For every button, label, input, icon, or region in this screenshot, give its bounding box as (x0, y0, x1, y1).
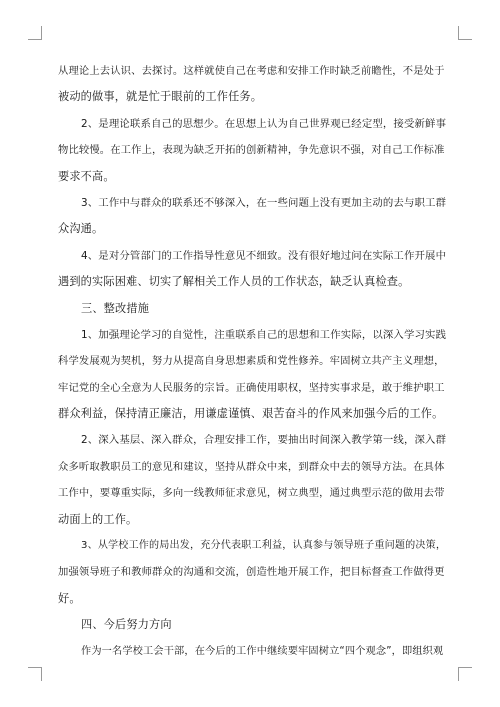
corner-mark-bottom-left (41, 667, 42, 681)
text-line: 群众利益，保持清正廉洁，用谦虚谨慎、艰苦奋斗的作风来加强今后的工作。 (58, 407, 444, 421)
corner-mark-top-right (458, 39, 472, 40)
text-line: 被动的做事，就是忙于眼前的工作任务。 (58, 90, 263, 104)
text-line: 四、今后努力方向 (81, 618, 172, 632)
text-line: 1、加强理论学习的自觉性，注重联系自己的思想和工作实际，以深入学习实践 (81, 328, 447, 341)
text-line: 2、深入基层、深入群众，合理安排工作，要抽出时间深入教学第一线，深入群 (81, 434, 447, 447)
corner-mark-top-left (41, 26, 42, 40)
text-line: 2、是理论联系自己的思想少。在思想上认为自己世界观已经定型，接受新鲜事 (81, 117, 447, 130)
text-line: 物比较慢。在工作上，表现为缺乏开拓的创新精神，争先意识不强，对自己工作标准 (58, 144, 445, 157)
corner-mark-bottom-right (458, 667, 459, 681)
text-line: 牢记党的全心全意为人民服务的宗旨。正确使用职权，坚持实事求是，敢于维护职工 (58, 381, 445, 394)
text-line: 工作中，要尊重实际，多向一线教师征求意见，树立典型，通过典型示范的做用去带 (58, 487, 445, 500)
text-line: 从理论上去认识、去探讨。这样就使自己在考虑和安排工作时缺乏前瞻性，不是处于 (58, 65, 445, 77)
corner-mark-bottom-right (458, 667, 472, 668)
corner-mark-bottom-left (28, 667, 42, 668)
text-line: 遇到的实际困难、切实了解相关工作人员的工作状态，缺乏认真检查。 (58, 275, 410, 289)
document-body (58, 58, 446, 665)
text-line: 好。 (58, 591, 81, 605)
text-line: 要求不高。 (58, 169, 115, 183)
text-line: 3、从学校工作的局出发，充分代表职工利益，认真参与领导班子重问题的决策， (81, 540, 447, 552)
text-line: 众沟通。 (58, 222, 104, 236)
text-line: 三、整改措施 (81, 301, 150, 315)
corner-mark-top-right (458, 26, 459, 40)
text-line: 作为一名学校工会干部，在今后的工作中继续要牢固树立“四个观念”，即组织观 (81, 645, 444, 657)
text-line: 加强领导班子和教师群众的沟通和交流，创造性地开展工作，把目标督查工作做得更 (58, 566, 445, 579)
text-line: 动面上的工作。 (58, 512, 138, 526)
corner-mark-top-left (28, 39, 42, 40)
text-line: 4、是对分管部门的工作指导性意见不细致。没有很好地过问在实际工作开展中 (81, 249, 447, 262)
text-line: 科学发展观为契机，努力从提高自身思想素质和党性修养。牢固树立共产主义理想， (58, 355, 445, 368)
text-line: 3、工作中与群众的联系还不够深入，在一些问题上没有更加主动的去与职工群 (81, 196, 447, 209)
text-line: 众多听取教职员工的意见和建议，坚持从群众中来，到群众中去的领导方法。在具体 (58, 460, 445, 473)
